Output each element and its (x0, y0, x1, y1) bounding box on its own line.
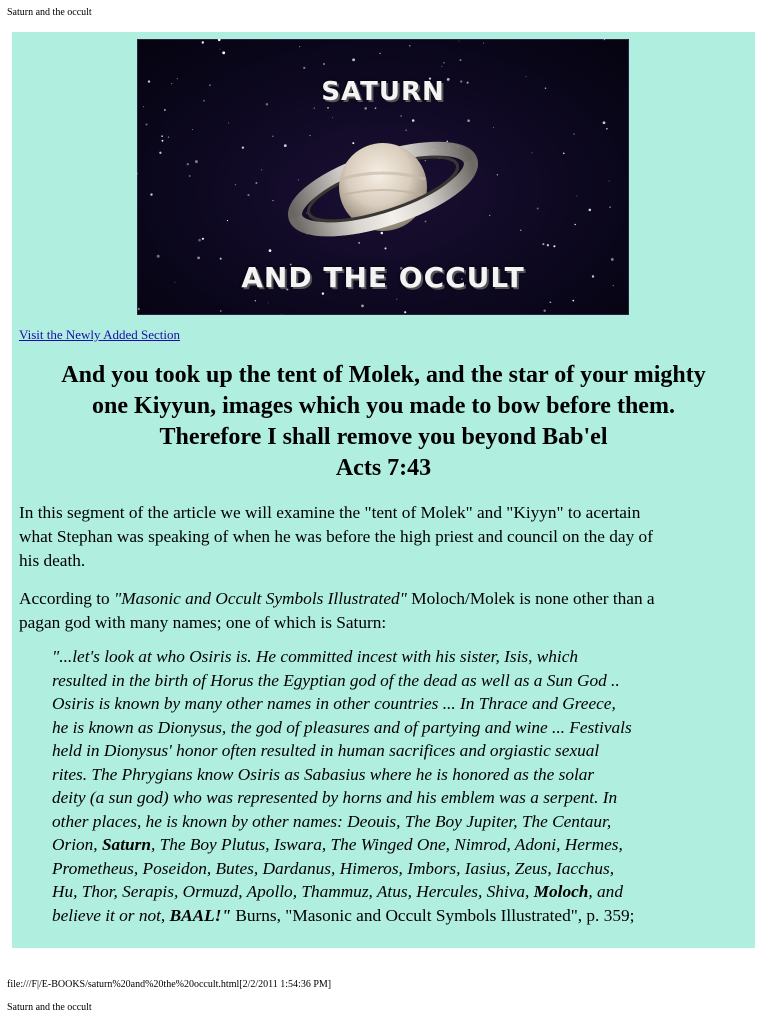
star-dot (459, 41, 460, 42)
quote-line: held in Dionysus' honor often resulted in human sacrifices and orgiastic sexual (52, 741, 600, 760)
paragraph-text: Moloch/Molek is none other than a (406, 589, 655, 608)
star-dot (609, 181, 610, 182)
star-dot (228, 122, 229, 123)
star-dot (220, 310, 222, 312)
star-dot (467, 119, 470, 122)
banner-title-saturn: SATURN (321, 77, 445, 107)
quote-line (52, 880, 752, 904)
quote-line: Osiris is known by many other names in other countries ... In Thrace and Greece, (52, 694, 616, 713)
block-quote (52, 645, 752, 927)
star-dot (352, 142, 354, 144)
star-dot (198, 239, 201, 242)
content-panel (12, 32, 755, 948)
source-title: "Masonic and Occult Symbols Illustrated" (114, 589, 407, 608)
quote-line (52, 904, 752, 928)
intro-paragraph (19, 501, 749, 573)
star-dot (272, 200, 273, 201)
star-dot (195, 160, 198, 163)
quote-line: deity (a sun god) who was represented by horns and his emblem was a serpent. In (52, 788, 618, 807)
source-paragraph (19, 587, 749, 635)
star-dot (202, 41, 204, 43)
star-dot (375, 107, 377, 109)
quote-text: believe it or not, (52, 905, 170, 925)
print-footer-url: file:///F|/E-BOOKS/saturn%20and%20the%20occult.html[2/2/2011 1:54:36 PM] (7, 979, 332, 990)
quote-line: Prometheus, Poseidon, Butes, Dardanus, Himeros, Imbors, Iasius, Zeus, Iacchus, (52, 858, 615, 878)
quote-emphasis-moloch: Moloch (533, 882, 589, 901)
star-dot (218, 39, 221, 41)
star-dot (489, 215, 490, 216)
star-dot (572, 300, 574, 302)
quote-line: "...let's look at who Osiris is. He committed incest with his sister, Isis, which (52, 647, 579, 666)
star-dot (150, 193, 152, 195)
star-dot (520, 230, 521, 231)
star-dot (364, 107, 367, 110)
star-dot (202, 238, 204, 240)
star-dot (332, 117, 333, 118)
quote-text: , The Boy Plutus, Iswara, The Winged One, Nimrod, Adoni, Hermes, (150, 835, 623, 854)
star-dot (161, 135, 163, 137)
star-dot (247, 194, 249, 196)
star-dot (550, 301, 552, 303)
star-dot (323, 63, 325, 65)
banner-title-occult: AND THE OCCULT (241, 261, 525, 294)
quote-citation: Burns, "Masonic and Occult Symbols Illustrated", p. 359; (231, 905, 635, 925)
star-dot (606, 128, 608, 130)
star-dot (589, 209, 592, 212)
star-dot (576, 195, 577, 196)
star-dot (396, 299, 397, 300)
star-dot (352, 58, 355, 61)
print-footer-title: Saturn and the occult (7, 1002, 92, 1013)
star-dot (327, 107, 328, 108)
paragraph-line: his death. (19, 551, 86, 570)
quote-line: he is known as Dionysus, the god of pleasures and of partying and wine ... Festivals (52, 717, 632, 737)
star-dot (553, 245, 555, 247)
quote-line: other places, he is known by other names: Deouis, The Boy Jupiter, The Centaur, (52, 811, 612, 831)
star-dot (574, 224, 576, 226)
star-dot (425, 220, 427, 222)
star-dot (220, 258, 222, 260)
star-dot (145, 123, 147, 125)
star-dot (609, 206, 611, 208)
star-dot (137, 173, 138, 175)
paragraph-text: According to (19, 589, 115, 608)
scripture-verse (12, 360, 755, 484)
star-dot (406, 130, 407, 131)
star-dot (192, 129, 193, 130)
paragraph-line: pagan god with many names; one of which is Saturn: (19, 613, 387, 632)
star-dot (547, 244, 549, 246)
star-dot (303, 67, 305, 69)
star-dot (531, 152, 532, 153)
star-dot (446, 141, 447, 142)
star-dot (284, 144, 287, 147)
star-dot (483, 42, 484, 43)
star-dot (384, 247, 386, 249)
star-dot (441, 66, 442, 67)
star-dot (235, 184, 237, 186)
quote-emphasis-baal: BAAL!" (169, 905, 232, 925)
paragraph-line: In this segment of the article we will examine the "tent of Molek" and "Kiyyn" to acertain (19, 503, 641, 522)
print-header: Saturn and the occult (7, 7, 92, 18)
star-dot (563, 152, 565, 154)
star-dot (381, 232, 384, 235)
star-dot (310, 135, 311, 136)
verse-reference: Acts 7:43 (335, 455, 432, 481)
quote-text: Orion, (52, 835, 102, 854)
star-dot (255, 182, 257, 184)
verse-line: one Kiyyun, images which you made to bow before them. (92, 393, 675, 419)
star-dot (573, 133, 574, 134)
quote-line: rites. The Phrygians know Osiris as Sabasius where he is honored as the solar (52, 764, 595, 784)
star-dot (227, 220, 228, 221)
star-dot (409, 45, 411, 47)
star-dot (222, 51, 225, 54)
star-dot (603, 121, 606, 124)
paragraph-line: what Stephan was speaking of when he was before the high priest and council on the day of (19, 527, 653, 546)
star-dot (138, 308, 140, 310)
star-dot (542, 243, 544, 245)
star-dot (361, 305, 364, 308)
star-dot (157, 255, 160, 258)
star-dot (272, 136, 274, 138)
verse-line: And you took up the tent of Molek, and the star of your mighty (61, 362, 706, 388)
star-dot (400, 115, 402, 117)
star-dot (187, 163, 189, 165)
star-dot (168, 137, 169, 138)
quote-text: Hu, Thor, Serapis, Ormuzd, Apollo, Thammuz, Atus, Hercules, Shiva, (52, 882, 534, 901)
quote-text: , and (588, 882, 623, 901)
star-dot (493, 127, 494, 128)
quote-line (52, 833, 752, 857)
star-dot (242, 146, 244, 148)
star-dot (162, 140, 164, 142)
star-dot (404, 311, 406, 313)
visit-new-section-link[interactable]: Visit the Newly Added Section (19, 327, 180, 342)
star-dot (261, 169, 262, 170)
star-dot (298, 179, 299, 180)
star-dot (220, 49, 221, 50)
star-dot (159, 152, 161, 154)
quote-line: resulted in the birth of Horus the Egyptian god of the dead as well as a Sun God .. (52, 670, 620, 690)
star-dot (543, 309, 545, 311)
star-dot (379, 53, 380, 54)
star-dot (299, 46, 300, 47)
star-dot (604, 39, 606, 40)
star-dot (412, 119, 415, 122)
verse-line: Therefore I shall remove you beyond Bab'el (159, 424, 608, 450)
star-dot (460, 59, 462, 61)
star-dot (269, 249, 272, 252)
paragraph-line (19, 587, 749, 611)
star-dot (189, 175, 191, 177)
star-dot (443, 62, 445, 64)
star-dot (164, 109, 166, 111)
star-dot (197, 257, 200, 260)
star-dot (268, 303, 269, 304)
saturn-banner-image (137, 39, 629, 315)
star-dot (255, 300, 256, 301)
star-dot (537, 208, 539, 210)
star-dot (497, 174, 498, 175)
star-dot (358, 242, 360, 244)
star-dot (425, 160, 426, 161)
star-dot (314, 108, 315, 109)
quote-emphasis-saturn: Saturn (101, 835, 151, 854)
star-dot (281, 314, 282, 315)
